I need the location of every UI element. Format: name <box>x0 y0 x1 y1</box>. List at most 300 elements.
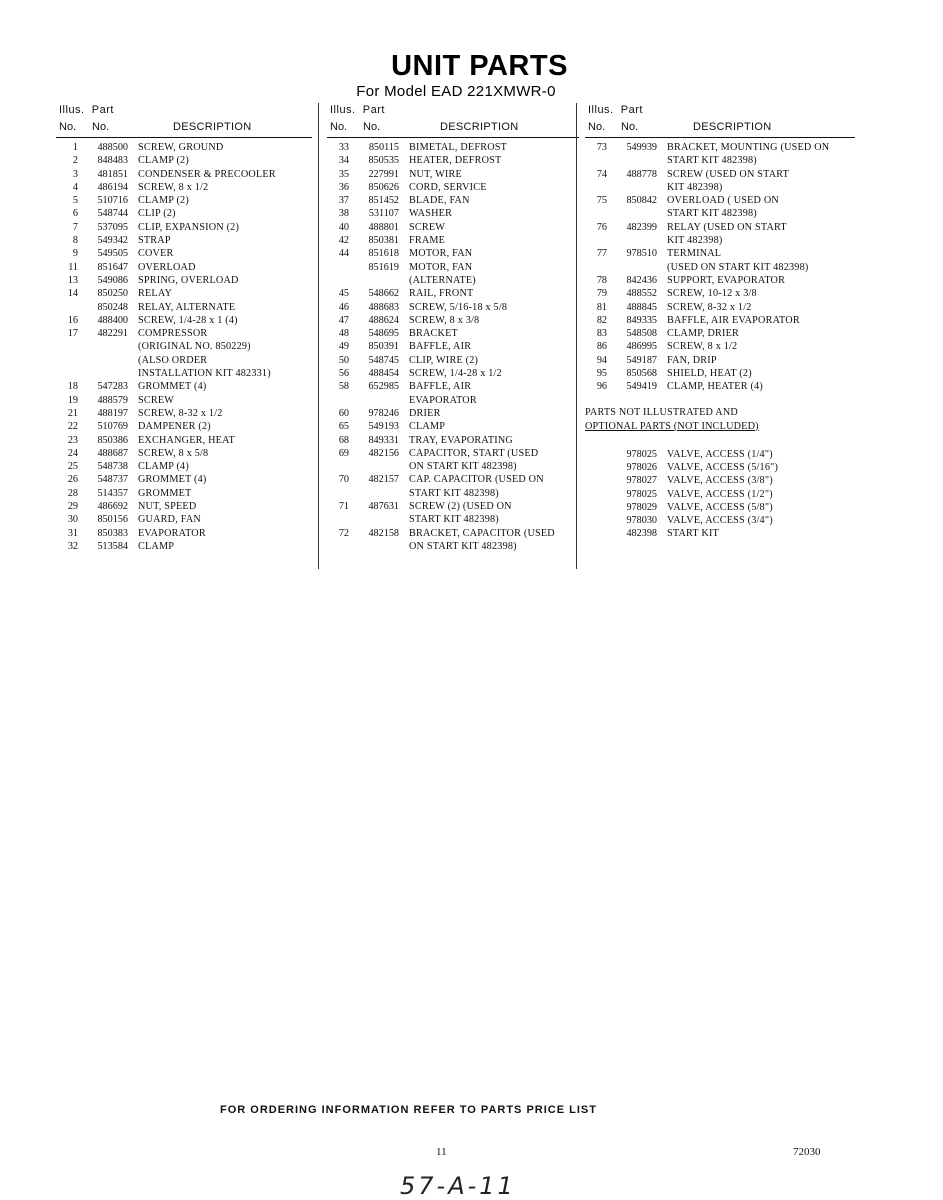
illus-number: 8 <box>72 235 78 247</box>
part-number: 514357 <box>97 487 128 499</box>
part-row <box>327 460 579 473</box>
part-row <box>327 221 579 234</box>
illus-number <box>327 460 349 473</box>
part-row <box>585 314 855 327</box>
part-description: CORD, SERVICE <box>409 181 487 193</box>
part-row <box>327 527 579 540</box>
parts-column-3 <box>576 103 855 569</box>
part-number: 978030 <box>626 515 657 527</box>
header-part-no: No. <box>621 121 639 133</box>
part-description: (USED ON START KIT 482398) <box>667 261 809 273</box>
illus-number <box>56 301 78 314</box>
part-row <box>327 181 579 194</box>
part-row <box>327 367 579 380</box>
illus-number: 34 <box>338 155 349 167</box>
part-row <box>56 221 312 234</box>
part-number <box>607 154 667 167</box>
part-number: 549939 <box>626 142 657 153</box>
illus-number: 47 <box>338 314 349 326</box>
part-description: CLAMP <box>409 421 446 433</box>
part-row <box>56 327 312 340</box>
part-row <box>327 487 579 500</box>
part-number: 851619 <box>368 261 399 273</box>
illus-number: 94 <box>596 354 607 366</box>
illus-number: 72 <box>338 527 349 539</box>
illus-number: 69 <box>338 447 349 459</box>
part-description: KIT 482398) <box>667 235 723 247</box>
illus-number: 58 <box>338 381 349 393</box>
part-description: RELAY, ALTERNATE <box>138 301 236 313</box>
part-row <box>585 301 855 314</box>
part-description: CLAMP <box>138 540 175 552</box>
part-number: 842436 <box>626 274 657 286</box>
part-description: START KIT 482398) <box>667 208 757 220</box>
part-description: VALVE, ACCESS (1/2") <box>667 488 773 500</box>
part-description: TRAY, EVAPORATING <box>409 434 513 446</box>
part-row <box>56 447 312 460</box>
illus-number: 29 <box>67 501 78 513</box>
part-number <box>349 394 409 407</box>
part-number: 486692 <box>97 501 128 513</box>
illus-number: 31 <box>67 527 78 539</box>
part-number: 488454 <box>368 368 399 380</box>
illus-number: 86 <box>596 341 607 353</box>
illus-number <box>585 234 607 247</box>
part-description: SCREW, 5/16-18 x 5/8 <box>409 301 508 313</box>
part-number: 488579 <box>97 394 128 406</box>
part-description: CLAMP, HEATER (4) <box>667 381 763 393</box>
part-number: 488801 <box>368 221 399 233</box>
part-number: 487631 <box>368 501 399 513</box>
part-number: 978246 <box>368 407 399 419</box>
part-number: 488845 <box>626 301 657 313</box>
part-description: START KIT 482398) <box>667 155 757 167</box>
part-number: 227991 <box>368 168 399 180</box>
part-number: 978027 <box>626 475 657 487</box>
part-description: BAFFLE, AIR <box>409 341 472 353</box>
part-row <box>327 207 579 220</box>
part-number: 549187 <box>626 354 657 366</box>
illus-number: 78 <box>596 274 607 286</box>
illus-number: 79 <box>596 288 607 300</box>
header-description: DESCRIPTION <box>440 121 519 133</box>
illus-number <box>56 367 78 380</box>
part-row <box>56 487 312 500</box>
part-number: 537095 <box>97 221 128 233</box>
part-row <box>56 513 312 526</box>
part-row <box>327 261 579 274</box>
part-number: 548738 <box>97 461 128 473</box>
part-number: 510769 <box>97 421 128 433</box>
part-description: (ALTERNATE) <box>409 274 476 286</box>
part-number: 850842 <box>626 195 657 207</box>
part-row <box>327 473 579 486</box>
part-number: 850156 <box>97 514 128 526</box>
part-row <box>56 181 312 194</box>
part-number: 510716 <box>97 195 128 207</box>
column-header <box>585 103 855 138</box>
part-number <box>607 181 667 194</box>
part-number: 978026 <box>626 461 657 473</box>
illus-number: 3 <box>72 168 78 180</box>
parts-column-2 <box>318 103 579 569</box>
illus-number: 11 <box>68 261 78 273</box>
part-description: DAMPENER (2) <box>138 421 211 433</box>
illus-number: 7 <box>72 221 78 233</box>
illus-number: 18 <box>67 381 78 393</box>
page-title: UNIT PARTS <box>391 50 568 82</box>
illus-number: 71 <box>338 501 349 513</box>
illus-number: 33 <box>338 142 349 153</box>
part-description: SCREW, 1/4-28 x 1/2 <box>409 368 502 380</box>
part-row <box>56 261 312 274</box>
illus-number: 32 <box>67 540 78 552</box>
part-description: SCREW (USED ON START <box>667 168 790 180</box>
illus-number <box>56 354 78 367</box>
part-number: 486995 <box>626 341 657 353</box>
part-description: SCREW, 8 x 1/2 <box>667 341 738 353</box>
part-number: 548744 <box>97 208 128 220</box>
part-description: CLAMP, DRIER <box>667 328 740 340</box>
illus-number <box>585 261 607 274</box>
part-number: 482158 <box>368 527 399 539</box>
column-header <box>56 103 312 138</box>
illus-number <box>327 394 349 407</box>
part-number: 549342 <box>97 235 128 247</box>
illus-number: 37 <box>338 195 349 207</box>
part-description: VALVE, ACCESS (5/16") <box>667 461 779 473</box>
part-row <box>56 367 312 380</box>
part-row <box>327 513 579 526</box>
part-description: BIMETAL, DEFROST <box>409 142 508 153</box>
part-row <box>56 473 312 486</box>
model-subtitle: For Model EAD 221XMWR-0 <box>356 83 556 100</box>
part-description: BAFFLE, AIR <box>409 381 472 393</box>
part-number: 488500 <box>97 142 128 153</box>
illus-number: 17 <box>67 328 78 340</box>
part-row <box>327 447 579 460</box>
parts-column-1 <box>56 103 312 553</box>
part-description: VALVE, ACCESS (1/4") <box>667 448 773 460</box>
part-description: SHIELD, HEAT (2) <box>667 368 752 380</box>
part-description: SUPPORT, EVAPORATOR <box>667 274 786 286</box>
part-row <box>327 420 579 433</box>
part-number: 978510 <box>626 248 657 260</box>
part-description: COMPRESSOR <box>138 328 208 340</box>
handwritten-note: 57-A-11 <box>400 1172 516 1200</box>
part-number: 482399 <box>626 221 657 233</box>
part-row <box>585 340 855 353</box>
part-number: 851618 <box>368 248 399 260</box>
part-number <box>78 367 138 380</box>
illus-number: 60 <box>338 407 349 419</box>
part-number: 488687 <box>97 447 128 459</box>
part-description: SCREW, 8-32 x 1/2 <box>667 301 752 313</box>
part-description: HEATER, DEFROST <box>409 155 502 167</box>
part-row <box>56 340 312 353</box>
part-row <box>585 514 855 527</box>
part-row <box>56 141 312 154</box>
part-row <box>327 540 579 553</box>
part-number: 548745 <box>368 354 399 366</box>
part-number: 850386 <box>97 434 128 446</box>
part-number: 850391 <box>368 341 399 353</box>
illus-number: 65 <box>338 421 349 433</box>
part-number: 848483 <box>97 155 128 167</box>
illus-number: 28 <box>67 487 78 499</box>
part-row <box>56 287 312 300</box>
part-description: ON START KIT 482398) <box>409 461 517 473</box>
illus-number <box>585 181 607 194</box>
part-description: SCREW <box>138 394 175 406</box>
part-row <box>585 367 855 380</box>
part-row <box>56 247 312 260</box>
part-row <box>327 287 579 300</box>
part-description: ON START KIT 482398) <box>409 540 517 552</box>
part-description: GROMMET (4) <box>138 474 207 486</box>
illus-number: 82 <box>596 314 607 326</box>
part-description: VALVE, ACCESS (3/8") <box>667 475 773 487</box>
part-description: SCREW, 8-32 x 1/2 <box>138 407 223 419</box>
part-row <box>585 247 855 260</box>
part-row <box>585 194 855 207</box>
part-row <box>327 301 579 314</box>
illus-number <box>327 540 349 553</box>
part-description: RAIL, FRONT <box>409 288 474 300</box>
part-number: 488197 <box>97 407 128 419</box>
part-number: 549086 <box>97 274 128 286</box>
part-description: CLAMP (2) <box>138 195 189 207</box>
part-number: 850535 <box>368 155 399 167</box>
part-number: 531107 <box>368 208 399 220</box>
illus-number: 48 <box>338 328 349 340</box>
document-code: 72030 <box>793 1146 821 1158</box>
part-number <box>607 261 667 274</box>
part-description: WASHER <box>409 208 453 220</box>
illus-number: 38 <box>338 208 349 220</box>
illus-number: 81 <box>596 301 607 313</box>
illus-number: 21 <box>67 407 78 419</box>
illus-number: 14 <box>67 288 78 300</box>
part-description: NUT, WIRE <box>409 168 462 180</box>
part-row <box>56 380 312 393</box>
part-row <box>585 274 855 287</box>
part-row <box>585 501 855 514</box>
illus-number: 35 <box>338 168 349 180</box>
illus-number: 95 <box>596 368 607 380</box>
part-number <box>349 487 409 500</box>
part-description: BRACKET <box>409 328 458 340</box>
part-number: 978029 <box>626 501 657 513</box>
illus-number: 96 <box>596 381 607 393</box>
part-row <box>585 207 855 220</box>
illus-number <box>327 261 349 274</box>
part-description: VALVE, ACCESS (5/8") <box>667 501 773 513</box>
part-number <box>607 234 667 247</box>
part-description: KIT 482398) <box>667 181 723 193</box>
header-description: DESCRIPTION <box>693 121 772 133</box>
part-row <box>56 168 312 181</box>
ordering-info-footer: FOR ORDERING INFORMATION REFER TO PARTS PRICE LIST <box>220 1104 597 1116</box>
part-description: VALVE, ACCESS (3/4") <box>667 515 773 527</box>
part-row <box>56 500 312 513</box>
parts-list <box>56 141 312 553</box>
part-number: 488683 <box>368 301 399 313</box>
part-number: 850248 <box>97 301 128 313</box>
illus-number <box>585 207 607 220</box>
part-number: 851452 <box>368 195 399 207</box>
part-number: 850115 <box>368 142 399 153</box>
part-row <box>585 380 855 393</box>
part-row <box>585 154 855 167</box>
part-row <box>327 380 579 393</box>
illus-number <box>327 513 349 526</box>
part-row <box>327 394 579 407</box>
illus-number: 1 <box>72 142 78 153</box>
illus-number: 56 <box>338 368 349 380</box>
part-row <box>327 274 579 287</box>
part-row <box>56 234 312 247</box>
part-number: 849331 <box>368 434 399 446</box>
header-illus-part: Illus. Part <box>588 104 643 116</box>
part-row <box>327 500 579 513</box>
illus-number: 30 <box>67 514 78 526</box>
part-row <box>327 247 579 260</box>
illus-number <box>327 487 349 500</box>
illus-number: 16 <box>67 314 78 326</box>
illus-number: 5 <box>72 195 78 207</box>
illus-number: 25 <box>67 461 78 473</box>
part-description: START KIT <box>667 528 719 540</box>
part-number: 482398 <box>626 528 657 540</box>
part-description: (ORIGINAL NO. 850229) <box>138 341 251 353</box>
illus-number: 77 <box>596 248 607 260</box>
part-number: 652985 <box>368 381 399 393</box>
part-description: SCREW, 8 x 5/8 <box>138 447 209 459</box>
part-description: SCREW <box>409 221 446 233</box>
part-number: 488552 <box>626 288 657 300</box>
illus-number: 83 <box>596 328 607 340</box>
header-illus-part: Illus. Part <box>59 104 114 116</box>
illus-number: 45 <box>338 288 349 300</box>
part-description: BLADE, FAN <box>409 195 470 207</box>
part-row <box>585 261 855 274</box>
part-description: DRIER <box>409 407 441 419</box>
part-row <box>327 314 579 327</box>
part-row <box>56 194 312 207</box>
illus-number: 19 <box>67 394 78 406</box>
illus-number: 76 <box>596 221 607 233</box>
part-row <box>327 194 579 207</box>
part-number: 851647 <box>97 261 128 273</box>
part-description: TERMINAL <box>667 248 722 260</box>
part-row <box>585 168 855 181</box>
part-description: FRAME <box>409 235 446 247</box>
part-description: CLIP, WIRE (2) <box>409 354 479 366</box>
illus-number: 26 <box>67 474 78 486</box>
part-row <box>56 154 312 167</box>
part-number: 482157 <box>368 474 399 486</box>
part-description: CONDENSER & PRECOOLER <box>138 168 276 180</box>
part-number: 482291 <box>97 328 128 340</box>
part-number: 547283 <box>97 381 128 393</box>
part-row <box>327 154 579 167</box>
part-description: MOTOR, FAN <box>409 261 473 273</box>
illus-number: 23 <box>67 434 78 446</box>
part-description: EXCHANGER, HEAT <box>138 434 235 446</box>
illus-number: 75 <box>596 195 607 207</box>
parts-list <box>327 141 579 553</box>
part-description: RELAY <box>138 288 173 300</box>
part-description: SCREW (2) (USED ON <box>409 501 512 513</box>
part-row <box>327 340 579 353</box>
page-number: 11 <box>436 1146 447 1158</box>
part-description: FAN, DRIP <box>667 354 717 366</box>
header-part-no: No. <box>92 121 110 133</box>
part-number <box>349 460 409 473</box>
part-row <box>56 527 312 540</box>
part-row <box>585 287 855 300</box>
part-row <box>56 434 312 447</box>
part-number: 549419 <box>626 381 657 393</box>
header-illus-no: No. <box>588 121 606 133</box>
part-description: SCREW, 10-12 x 3/8 <box>667 288 757 300</box>
part-row <box>327 141 579 154</box>
illus-number: 22 <box>67 421 78 433</box>
not-illustrated-note <box>585 406 855 434</box>
note-line-1: PARTS NOT ILLUSTRATED AND <box>585 406 738 418</box>
part-number: 486194 <box>97 181 128 193</box>
part-description: INSTALLATION KIT 482331) <box>138 368 271 380</box>
part-number: 548737 <box>97 474 128 486</box>
column-header <box>327 103 579 138</box>
illus-number: 42 <box>338 235 349 247</box>
part-description: EVAPORATOR <box>409 394 477 406</box>
part-description: CLAMP (2) <box>138 155 189 167</box>
part-description: SCREW, GROUND <box>138 142 224 153</box>
part-description: BRACKET, MOUNTING (USED ON <box>667 142 830 153</box>
part-number: 549505 <box>97 248 128 260</box>
part-row <box>585 461 855 474</box>
part-row <box>585 141 855 154</box>
part-row <box>327 327 579 340</box>
part-description: SCREW, 8 x 3/8 <box>409 314 480 326</box>
illus-number: 46 <box>338 301 349 313</box>
part-row <box>56 540 312 553</box>
part-row <box>585 327 855 340</box>
illus-number: 44 <box>338 248 349 260</box>
part-row <box>585 181 855 194</box>
part-description: NUT, SPEED <box>138 501 197 513</box>
part-number: 850568 <box>626 368 657 380</box>
part-number <box>349 274 409 287</box>
illus-number: 70 <box>338 474 349 486</box>
part-number: 482156 <box>368 447 399 459</box>
illus-number: 9 <box>72 248 78 260</box>
part-row <box>327 434 579 447</box>
part-description: GROMMET <box>138 487 192 499</box>
illus-number: 24 <box>67 447 78 459</box>
header-description: DESCRIPTION <box>173 121 252 133</box>
part-number: 488624 <box>368 314 399 326</box>
illus-number: 50 <box>338 354 349 366</box>
part-number: 488400 <box>97 314 128 326</box>
part-row <box>585 354 855 367</box>
part-row <box>56 274 312 287</box>
illus-number: 4 <box>72 181 78 193</box>
part-number <box>607 207 667 220</box>
part-row <box>585 234 855 247</box>
